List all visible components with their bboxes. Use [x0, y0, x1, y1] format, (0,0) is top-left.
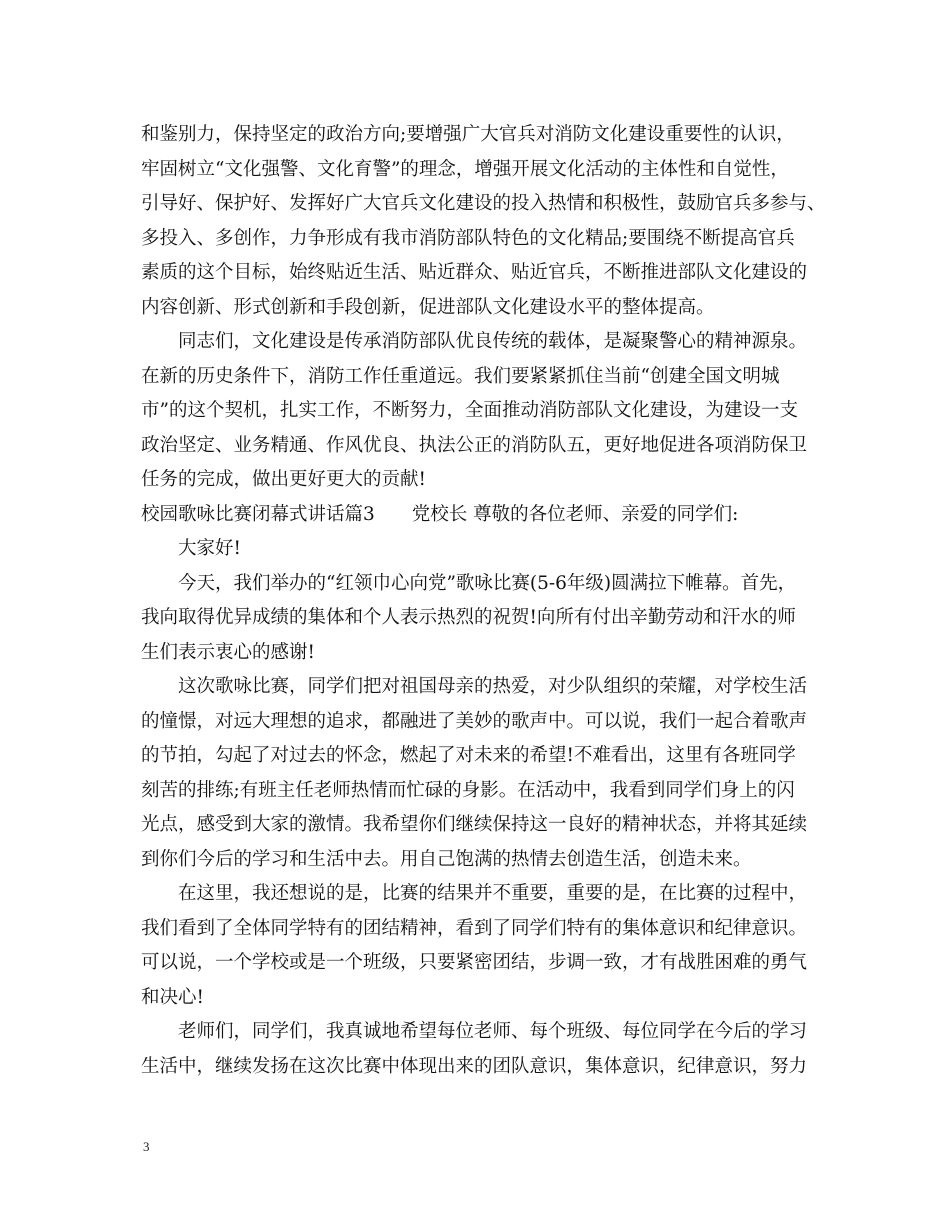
text-line: 刻苦的排练;有班主任老师热情而忙碌的身影。在活动中，我看到同学们身上的闪: [141, 779, 795, 801]
text-line: 到你们今后的学习和生活中去。用自己饱满的热情去创造生活，创造未来。: [141, 848, 752, 870]
body-text: [141, 118, 831, 1084]
section-heading-line: 校园歌咏比赛闭幕式讲话篇3 党校长 尊敬的各位老师、亲爱的同学们:: [141, 503, 739, 525]
text-line: 和决心!: [141, 986, 204, 1008]
text-line: 我们看到了全体同学特有的团结精神，看到了同学们特有的集体意识和纪律意识。: [141, 917, 808, 939]
text-line: 引导好、保护好、发挥好广大官兵文化建设的投入热情和积极性，鼓励官兵多参与、: [141, 193, 826, 214]
paragraph-start-line: 老师们，同学们，我真诚地希望每位老师、每个班级、每位同学在今后的学习: [178, 1021, 808, 1042]
page-number: 3: [143, 1139, 150, 1154]
text-line: 素质的这个目标，始终贴近生活、贴近群众、贴近官兵，不断推进部队文化建设的: [141, 262, 808, 283]
text-line: 市”的这个契机，扎实工作，不断努力，全面推动消防部队文化建设，为建设一支: [141, 400, 798, 421]
paragraph-start-line: 同志们，文化建设是传承消防部队优良传统的载体，是凝聚警心的精神源泉。: [178, 331, 808, 352]
text-line: 和鉴别力，保持坚定的政治方向;要增强广大官兵对消防文化建设重要性的认识，: [141, 124, 795, 145]
paragraph-start-line: 这次歌咏比赛，同学们把对祖国母亲的热爱，对少队组织的荣耀，对学校生活: [178, 676, 808, 697]
text-line: 我向取得优异成绩的集体和个人表示热烈的祝贺!向所有付出辛勤劳动和汗水的师: [141, 607, 796, 628]
text-line: 内容创新、形式创新和手段创新，促进部队文化建设水平的整体提高。: [141, 296, 715, 318]
paragraph-start-line: 在这里，我还想说的是，比赛的结果并不重要，重要的是，在比赛的过程中，: [178, 883, 808, 904]
text-line: 的憧憬，对远大理想的追求，都融进了美妙的歌声中。可以说，我们一起合着歌声: [141, 710, 808, 732]
text-line: 光点，感受到大家的激情。我希望你们继续保持这一良好的精神状态，并将其延续: [141, 814, 808, 835]
text-line: 多投入、多创作，力争形成有我市消防部队特色的文化精品;要围绕不断提高官兵: [141, 227, 795, 249]
paragraph-start-line: 今天，我们举办的“红领巾心向党”歌咏比赛(5-6年级)圆满拉下帷幕。首先，: [178, 572, 797, 594]
text-line: 在新的历史条件下，消防工作任重道远。我们要紧紧抓住当前“创建全国文明城: [141, 365, 780, 387]
text-line: 生们表示衷心的感谢!: [141, 641, 315, 663]
text-line: 任务的完成，做出更好更大的贡献!: [141, 469, 426, 490]
text-line: 可以说，一个学校或是一个班级，只要紧密团结，步调一致，才有战胜困难的勇气: [141, 952, 808, 973]
text-line: 的节拍，勾起了对过去的怀念，燃起了对未来的希望!不难看出，这里有各班同学: [141, 745, 796, 766]
text-line: 政治坚定、业务精通、作风优良、执法公正的消防队五，更好地促进各项消防保卫: [141, 434, 808, 456]
greeting-line: 大家好!: [178, 538, 241, 559]
text-line: 生活中，继续发扬在这次比赛中体现出来的团队意识，集体意识，纪律意识，努力: [141, 1055, 808, 1077]
text-line: 牢固树立“文化强警、文化育警”的理念，增强开展文化活动的主体性和自觉性，: [141, 158, 789, 180]
